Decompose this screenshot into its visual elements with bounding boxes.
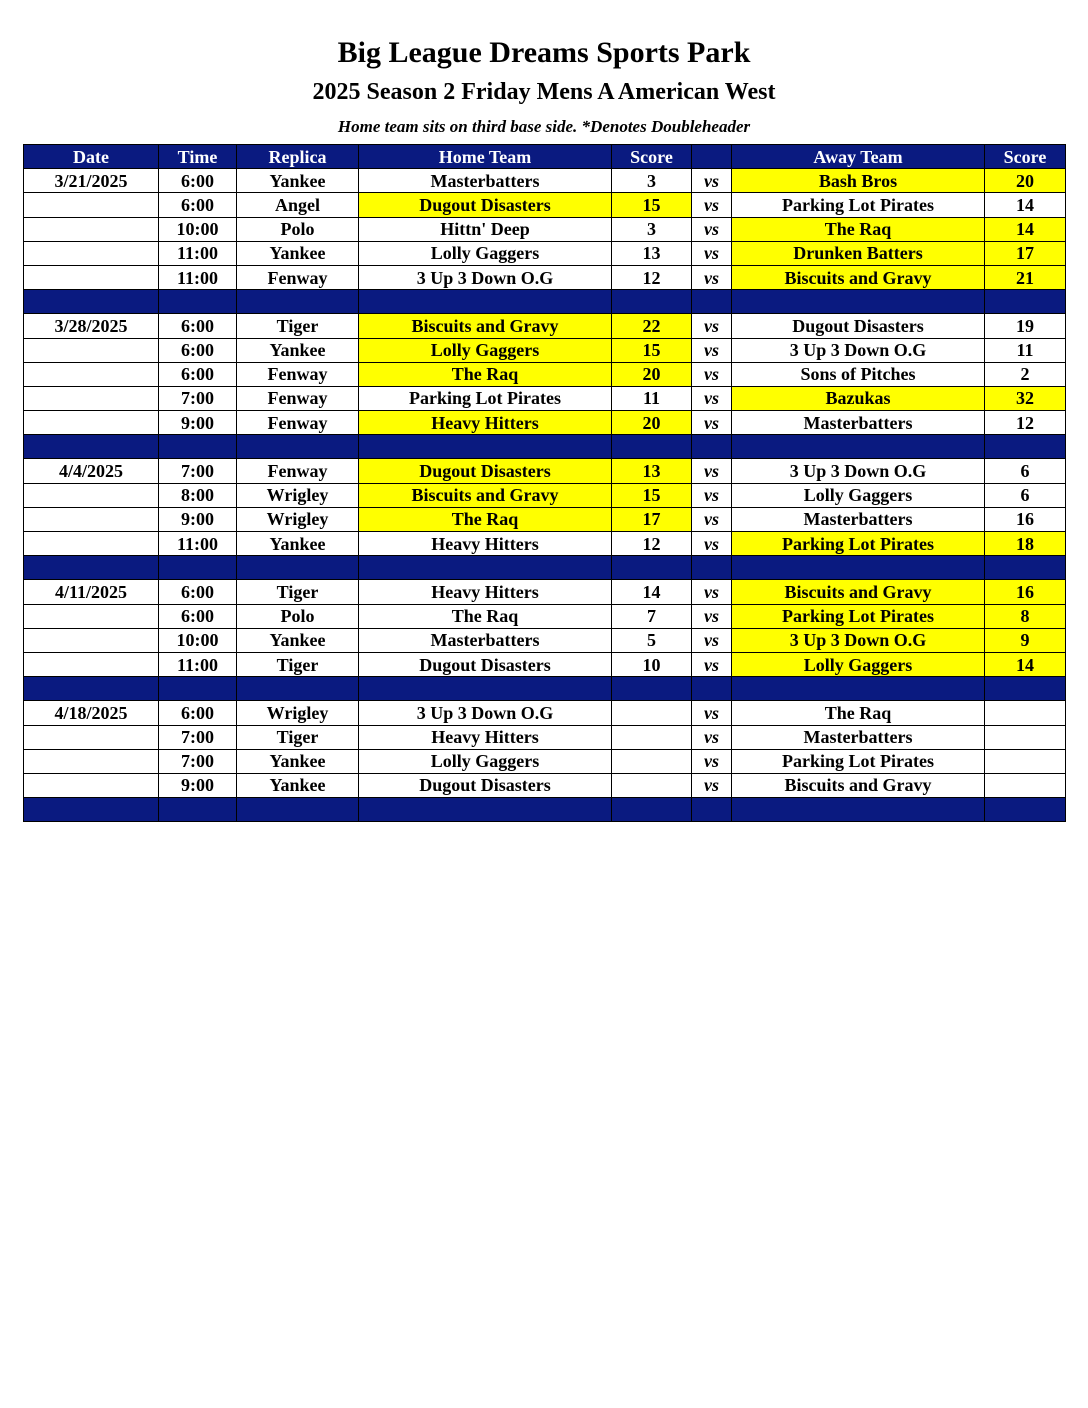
away-team-cell: Biscuits and Gravy (732, 265, 985, 289)
home-score-cell: 5 (612, 628, 692, 652)
separator-cell (159, 677, 237, 701)
game-row (24, 580, 1066, 604)
away-team-cell: Biscuits and Gravy (732, 773, 985, 797)
away-team-cell: Masterbatters (732, 411, 985, 435)
home-score-cell: 14 (612, 580, 692, 604)
time-cell: 6:00 (159, 193, 237, 217)
away-score-cell: 12 (985, 411, 1066, 435)
replica-cell: Polo (237, 604, 359, 628)
date-cell (24, 652, 159, 676)
vs-label: vs (692, 241, 732, 265)
date-cell (24, 773, 159, 797)
away-score-cell (985, 725, 1066, 749)
replica-cell: Yankee (237, 628, 359, 652)
page-subtitle: 2025 Season 2 Friday Mens A American West (312, 79, 776, 105)
separator-cell (985, 677, 1066, 701)
separator-cell (732, 798, 985, 822)
date-cell (24, 725, 159, 749)
vs-label: vs (692, 652, 732, 676)
home-score-cell: 13 (612, 241, 692, 265)
separator-cell (237, 798, 359, 822)
replica-cell: Wrigley (237, 507, 359, 531)
game-row (24, 411, 1066, 435)
away-team-cell: Lolly Gaggers (732, 483, 985, 507)
game-row (24, 628, 1066, 652)
vs-label: vs (692, 169, 732, 193)
time-cell: 11:00 (159, 532, 237, 556)
date-cell: 4/11/2025 (24, 580, 159, 604)
separator-cell (732, 290, 985, 314)
date-cell (24, 483, 159, 507)
home-team-cell: Heavy Hitters (359, 411, 612, 435)
time-cell: 9:00 (159, 411, 237, 435)
vs-label: vs (692, 628, 732, 652)
away-score-cell: 14 (985, 217, 1066, 241)
date-cell (24, 217, 159, 241)
away-score-cell: 14 (985, 193, 1066, 217)
home-score-cell: 20 (612, 362, 692, 386)
away-team-cell: Masterbatters (732, 507, 985, 531)
separator-cell (732, 435, 985, 459)
separator-cell (985, 435, 1066, 459)
replica-cell: Fenway (237, 362, 359, 386)
time-cell: 6:00 (159, 362, 237, 386)
home-team-cell: Biscuits and Gravy (359, 483, 612, 507)
home-team-cell: The Raq (359, 362, 612, 386)
home-score-cell: 22 (612, 314, 692, 338)
replica-cell: Yankee (237, 532, 359, 556)
replica-cell: Yankee (237, 169, 359, 193)
away-team-cell: 3 Up 3 Down O.G (732, 628, 985, 652)
home-score-cell (612, 725, 692, 749)
away-score-cell (985, 701, 1066, 725)
separator-cell (359, 435, 612, 459)
home-score-cell: 15 (612, 338, 692, 362)
replica-cell: Yankee (237, 241, 359, 265)
column-header-home-team: Home Team (359, 145, 612, 169)
home-team-cell: Masterbatters (359, 628, 612, 652)
home-team-cell: Dugout Disasters (359, 773, 612, 797)
away-team-cell: Biscuits and Gravy (732, 580, 985, 604)
separator-cell (692, 798, 732, 822)
separator-cell (612, 556, 692, 580)
separator-cell (985, 798, 1066, 822)
vs-label: vs (692, 459, 732, 483)
time-cell: 11:00 (159, 265, 237, 289)
day-separator-row (24, 435, 1066, 459)
replica-cell: Yankee (237, 773, 359, 797)
replica-cell: Yankee (237, 338, 359, 362)
vs-label: vs (692, 217, 732, 241)
column-header-away-team: Away Team (732, 145, 985, 169)
column-header-vs (692, 145, 732, 169)
separator-cell (692, 556, 732, 580)
game-row (24, 701, 1066, 725)
away-score-cell: 21 (985, 265, 1066, 289)
game-row (24, 169, 1066, 193)
home-team-cell: Biscuits and Gravy (359, 314, 612, 338)
home-score-cell: 3 (612, 169, 692, 193)
away-score-cell (985, 773, 1066, 797)
away-score-cell: 20 (985, 169, 1066, 193)
time-cell: 6:00 (159, 580, 237, 604)
vs-label: vs (692, 411, 732, 435)
vs-label: vs (692, 193, 732, 217)
away-team-cell: Dugout Disasters (732, 314, 985, 338)
replica-cell: Tiger (237, 652, 359, 676)
home-score-cell (612, 773, 692, 797)
home-team-cell: Heavy Hitters (359, 532, 612, 556)
replica-cell: Yankee (237, 749, 359, 773)
away-score-cell: 17 (985, 241, 1066, 265)
away-score-cell: 32 (985, 386, 1066, 410)
date-cell: 4/18/2025 (24, 701, 159, 725)
game-row (24, 459, 1066, 483)
home-team-cell: Heavy Hitters (359, 725, 612, 749)
home-score-cell (612, 749, 692, 773)
game-row (24, 314, 1066, 338)
separator-cell (985, 290, 1066, 314)
home-team-cell: Parking Lot Pirates (359, 386, 612, 410)
date-cell (24, 604, 159, 628)
game-row (24, 507, 1066, 531)
away-score-cell: 16 (985, 580, 1066, 604)
separator-cell (612, 798, 692, 822)
date-cell (24, 362, 159, 386)
away-team-cell: The Raq (732, 217, 985, 241)
separator-cell (237, 556, 359, 580)
game-row (24, 193, 1066, 217)
vs-label: vs (692, 725, 732, 749)
vs-label: vs (692, 532, 732, 556)
game-row (24, 725, 1066, 749)
away-team-cell: Sons of Pitches (732, 362, 985, 386)
date-cell (24, 265, 159, 289)
separator-cell (24, 290, 159, 314)
vs-label: vs (692, 580, 732, 604)
vs-label: vs (692, 604, 732, 628)
vs-label: vs (692, 362, 732, 386)
separator-cell (24, 677, 159, 701)
away-score-cell: 8 (985, 604, 1066, 628)
home-team-cell: 3 Up 3 Down O.G (359, 701, 612, 725)
home-team-cell: The Raq (359, 604, 612, 628)
time-cell: 6:00 (159, 338, 237, 362)
game-row (24, 265, 1066, 289)
separator-cell (24, 435, 159, 459)
vs-label: vs (692, 338, 732, 362)
away-score-cell: 9 (985, 628, 1066, 652)
time-cell: 7:00 (159, 386, 237, 410)
time-cell: 8:00 (159, 483, 237, 507)
date-cell (24, 628, 159, 652)
date-cell: 4/4/2025 (24, 459, 159, 483)
home-team-cell: The Raq (359, 507, 612, 531)
home-team-cell: Dugout Disasters (359, 459, 612, 483)
game-row (24, 338, 1066, 362)
schedule-table (23, 144, 1066, 822)
date-cell (24, 749, 159, 773)
separator-cell (359, 556, 612, 580)
separator-cell (359, 677, 612, 701)
vs-label: vs (692, 483, 732, 507)
separator-cell (24, 798, 159, 822)
away-team-cell: Parking Lot Pirates (732, 193, 985, 217)
away-team-cell: Parking Lot Pirates (732, 532, 985, 556)
game-row (24, 532, 1066, 556)
time-cell: 10:00 (159, 628, 237, 652)
home-team-cell: Dugout Disasters (359, 652, 612, 676)
date-cell (24, 386, 159, 410)
day-separator-row (24, 677, 1066, 701)
home-score-cell: 15 (612, 193, 692, 217)
separator-cell (237, 435, 359, 459)
away-team-cell: Bazukas (732, 386, 985, 410)
separator-cell (692, 290, 732, 314)
replica-cell: Wrigley (237, 701, 359, 725)
date-cell (24, 338, 159, 362)
separator-cell (159, 556, 237, 580)
column-header-replica: Replica (237, 145, 359, 169)
home-score-cell: 15 (612, 483, 692, 507)
away-score-cell: 16 (985, 507, 1066, 531)
separator-cell (612, 290, 692, 314)
day-separator-row (24, 556, 1066, 580)
away-score-cell: 6 (985, 459, 1066, 483)
home-score-cell: 10 (612, 652, 692, 676)
time-cell: 9:00 (159, 773, 237, 797)
vs-label: vs (692, 701, 732, 725)
separator-cell (159, 798, 237, 822)
day-separator-row (24, 290, 1066, 314)
page-title: Big League Dreams Sports Park (337, 36, 751, 69)
away-team-cell: 3 Up 3 Down O.G (732, 459, 985, 483)
day-separator-row (24, 798, 1066, 822)
column-header-time: Time (159, 145, 237, 169)
away-team-cell: Bash Bros (732, 169, 985, 193)
away-team-cell: Masterbatters (732, 725, 985, 749)
separator-cell (237, 677, 359, 701)
replica-cell: Tiger (237, 725, 359, 749)
home-score-cell: 3 (612, 217, 692, 241)
separator-cell (612, 435, 692, 459)
home-score-cell: 17 (612, 507, 692, 531)
game-row (24, 749, 1066, 773)
home-team-cell: Masterbatters (359, 169, 612, 193)
column-header-home-score: Score (612, 145, 692, 169)
separator-cell (159, 435, 237, 459)
replica-cell: Wrigley (237, 483, 359, 507)
date-cell (24, 507, 159, 531)
home-score-cell: 20 (612, 411, 692, 435)
game-row (24, 386, 1066, 410)
game-row (24, 604, 1066, 628)
date-cell (24, 411, 159, 435)
game-row (24, 241, 1066, 265)
home-score-cell: 12 (612, 532, 692, 556)
home-team-cell: Dugout Disasters (359, 193, 612, 217)
vs-label: vs (692, 507, 732, 531)
separator-cell (692, 435, 732, 459)
time-cell: 10:00 (159, 217, 237, 241)
home-score-cell (612, 701, 692, 725)
date-cell: 3/21/2025 (24, 169, 159, 193)
away-team-cell: Lolly Gaggers (732, 652, 985, 676)
replica-cell: Angel (237, 193, 359, 217)
replica-cell: Fenway (237, 265, 359, 289)
home-team-cell: Lolly Gaggers (359, 338, 612, 362)
vs-label: vs (692, 749, 732, 773)
separator-cell (359, 798, 612, 822)
separator-cell (612, 677, 692, 701)
away-team-cell: Parking Lot Pirates (732, 749, 985, 773)
time-cell: 11:00 (159, 241, 237, 265)
time-cell: 6:00 (159, 604, 237, 628)
home-team-cell: Lolly Gaggers (359, 749, 612, 773)
separator-cell (732, 556, 985, 580)
column-header-date: Date (24, 145, 159, 169)
replica-cell: Fenway (237, 411, 359, 435)
date-cell: 3/28/2025 (24, 314, 159, 338)
time-cell: 6:00 (159, 169, 237, 193)
column-header-away-score: Score (985, 145, 1066, 169)
date-cell (24, 532, 159, 556)
time-cell: 7:00 (159, 749, 237, 773)
home-team-cell: 3 Up 3 Down O.G (359, 265, 612, 289)
separator-cell (692, 677, 732, 701)
separator-cell (985, 556, 1066, 580)
game-row (24, 217, 1066, 241)
home-score-cell: 12 (612, 265, 692, 289)
away-team-cell: 3 Up 3 Down O.G (732, 338, 985, 362)
away-score-cell: 2 (985, 362, 1066, 386)
game-row (24, 773, 1066, 797)
vs-label: vs (692, 386, 732, 410)
away-score-cell (985, 749, 1066, 773)
home-team-cell: Heavy Hitters (359, 580, 612, 604)
vs-label: vs (692, 265, 732, 289)
schedule-body (24, 169, 1066, 822)
away-team-cell: Drunken Batters (732, 241, 985, 265)
separator-cell (24, 556, 159, 580)
table-header-row (24, 145, 1066, 169)
replica-cell: Polo (237, 217, 359, 241)
game-row (24, 652, 1066, 676)
date-cell (24, 241, 159, 265)
game-row (24, 483, 1066, 507)
away-score-cell: 14 (985, 652, 1066, 676)
away-team-cell: Parking Lot Pirates (732, 604, 985, 628)
vs-label: vs (692, 314, 732, 338)
vs-label: vs (692, 773, 732, 797)
away-team-cell: The Raq (732, 701, 985, 725)
time-cell: 7:00 (159, 459, 237, 483)
separator-cell (359, 290, 612, 314)
time-cell: 9:00 (159, 507, 237, 531)
away-score-cell: 18 (985, 532, 1066, 556)
replica-cell: Fenway (237, 386, 359, 410)
time-cell: 6:00 (159, 701, 237, 725)
date-cell (24, 193, 159, 217)
separator-cell (237, 290, 359, 314)
separator-cell (159, 290, 237, 314)
home-team-cell: Hittn' Deep (359, 217, 612, 241)
time-cell: 6:00 (159, 314, 237, 338)
home-score-cell: 7 (612, 604, 692, 628)
time-cell: 7:00 (159, 725, 237, 749)
away-score-cell: 11 (985, 338, 1066, 362)
home-team-cell: Lolly Gaggers (359, 241, 612, 265)
home-score-cell: 13 (612, 459, 692, 483)
time-cell: 11:00 (159, 652, 237, 676)
separator-cell (732, 677, 985, 701)
replica-cell: Tiger (237, 580, 359, 604)
away-score-cell: 19 (985, 314, 1066, 338)
replica-cell: Tiger (237, 314, 359, 338)
game-row (24, 362, 1066, 386)
schedule-note: Home team sits on third base side. *Denotes Doubleheader (337, 117, 751, 136)
replica-cell: Fenway (237, 459, 359, 483)
home-score-cell: 11 (612, 386, 692, 410)
away-score-cell: 6 (985, 483, 1066, 507)
